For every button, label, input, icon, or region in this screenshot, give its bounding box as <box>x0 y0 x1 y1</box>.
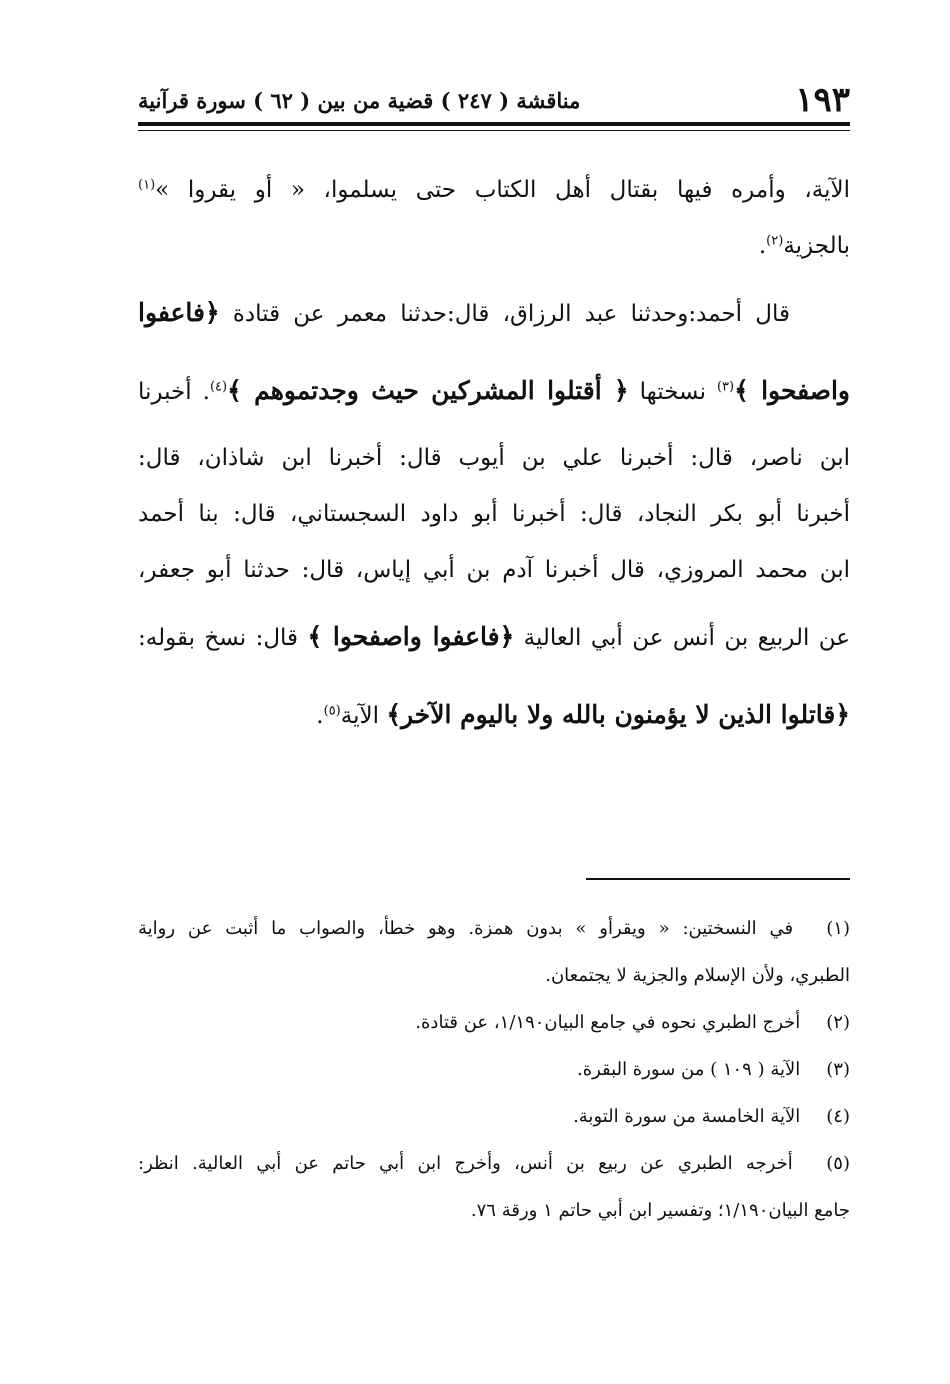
header-rule-thick <box>138 122 850 126</box>
text-line: أخبرنا أبو بكر النجاد، قال: أخبرنا أبو داود السجستاني، قال: بنا أحمد <box>138 501 850 527</box>
quran-quote: ﴿فاعفوا <box>138 298 220 327</box>
footnote-number: (٣) <box>826 1059 850 1080</box>
text-line: واصفحوا ﴾$^{(٣)}$ نسختها ﴿ أقتلوا المشركين حيث وجدتموهم ﴾$^{(٤)}$. أخبرنا <box>138 376 850 405</box>
text-line: عن الربيع بن أنس عن أبي العالية ﴿فاعفوا واصفحوا ﴾ قال: نسخ بقوله: <box>138 622 850 651</box>
footnote-ref: (٥) <box>323 703 341 719</box>
main-text <box>138 162 850 754</box>
footnote-2: (٢) أخرج الطبري نحوه في جامع البيان١/١٩٠، عن قتادة. <box>138 999 850 1046</box>
footnote-number: (١) <box>826 918 850 939</box>
footnote-4: (٤) الآية الخامسة من سورة التوبة. <box>138 1093 850 1140</box>
footnote-ref: (٣) <box>716 379 735 395</box>
text-line: الآية، وأمره فيها بقتال أهل الكتاب حتى يسلموا، « أو يقروا »$^{(١)}$ <box>138 177 850 203</box>
quran-quote: ﴿قاتلوا الذين لا يؤمنون بالله ولا باليوم الآخر﴾ <box>386 700 850 729</box>
text-line: قال أحمد:وحدثنا عبد الرزاق، قال:حدثنا معمر عن قتادة ﴿فاعفوا <box>138 298 790 327</box>
running-title: مناقشة ( ٢٤٧ ) قضية من بين ( ٦٢ ) سورة قرآنية <box>138 88 581 113</box>
page-number: ١٩٣ <box>795 80 850 120</box>
footnote-1: (١) في النسختين: « ويقرأو » بدون همزة. وهو خطأ، والصواب ما أثبت عن رواية <box>138 905 850 952</box>
text-line: ابن محمد المروزي، قال أخبرنا آدم بن أبي إياس، قال: حدثنا أبو جعفر، <box>138 557 850 583</box>
footnote-separator <box>586 878 850 880</box>
footnote-1-continued: الطبري، ولأن الإسلام والجزية لا يجتمعان. <box>545 965 850 986</box>
footnote-5-continued: جامع البيان١/١٩٠؛ وتفسير ابن أبي حاتم ١ ورقة ٧٦. <box>470 1200 850 1221</box>
text-line: ﴿قاتلوا الذين لا يؤمنون بالله ولا باليوم الآخر﴾ الآية$^{(٥)}$. <box>316 700 850 729</box>
footnote-ref: (٢) <box>766 233 784 249</box>
quran-quote: ﴿فاعفوا واصفحوا ﴾ <box>307 622 515 651</box>
quran-quote: واصفحوا ﴾ <box>734 376 850 405</box>
footnote-3: (٣) الآية ( ١٠٩ ) من سورة البقرة. <box>138 1046 850 1093</box>
footnote-number: (٢) <box>826 1012 850 1033</box>
footnote-ref: (١) <box>138 177 156 193</box>
text-line: بالجزية$^{(٢)}$. <box>758 233 850 259</box>
page-header <box>138 80 850 120</box>
footnote-number: (٥) <box>826 1153 850 1174</box>
footnote-ref: (٤) <box>209 379 228 395</box>
text-line: ابن ناصر، قال: أخبرنا علي بن أيوب قال: أخبرنا ابن شاذان، قال: <box>138 445 850 471</box>
footnote-number: (٤) <box>826 1106 850 1127</box>
quran-quote: ﴿ أقتلوا المشركين حيث وجدتموهم ﴾ <box>227 376 629 405</box>
footnotes <box>138 905 850 1234</box>
footnote-5: (٥) أخرجه الطبري عن ربيع بن أنس، وأخرج ابن أبي حاتم عن أبي العالية. انظر: <box>138 1140 850 1187</box>
header-rule-thin <box>138 130 850 131</box>
